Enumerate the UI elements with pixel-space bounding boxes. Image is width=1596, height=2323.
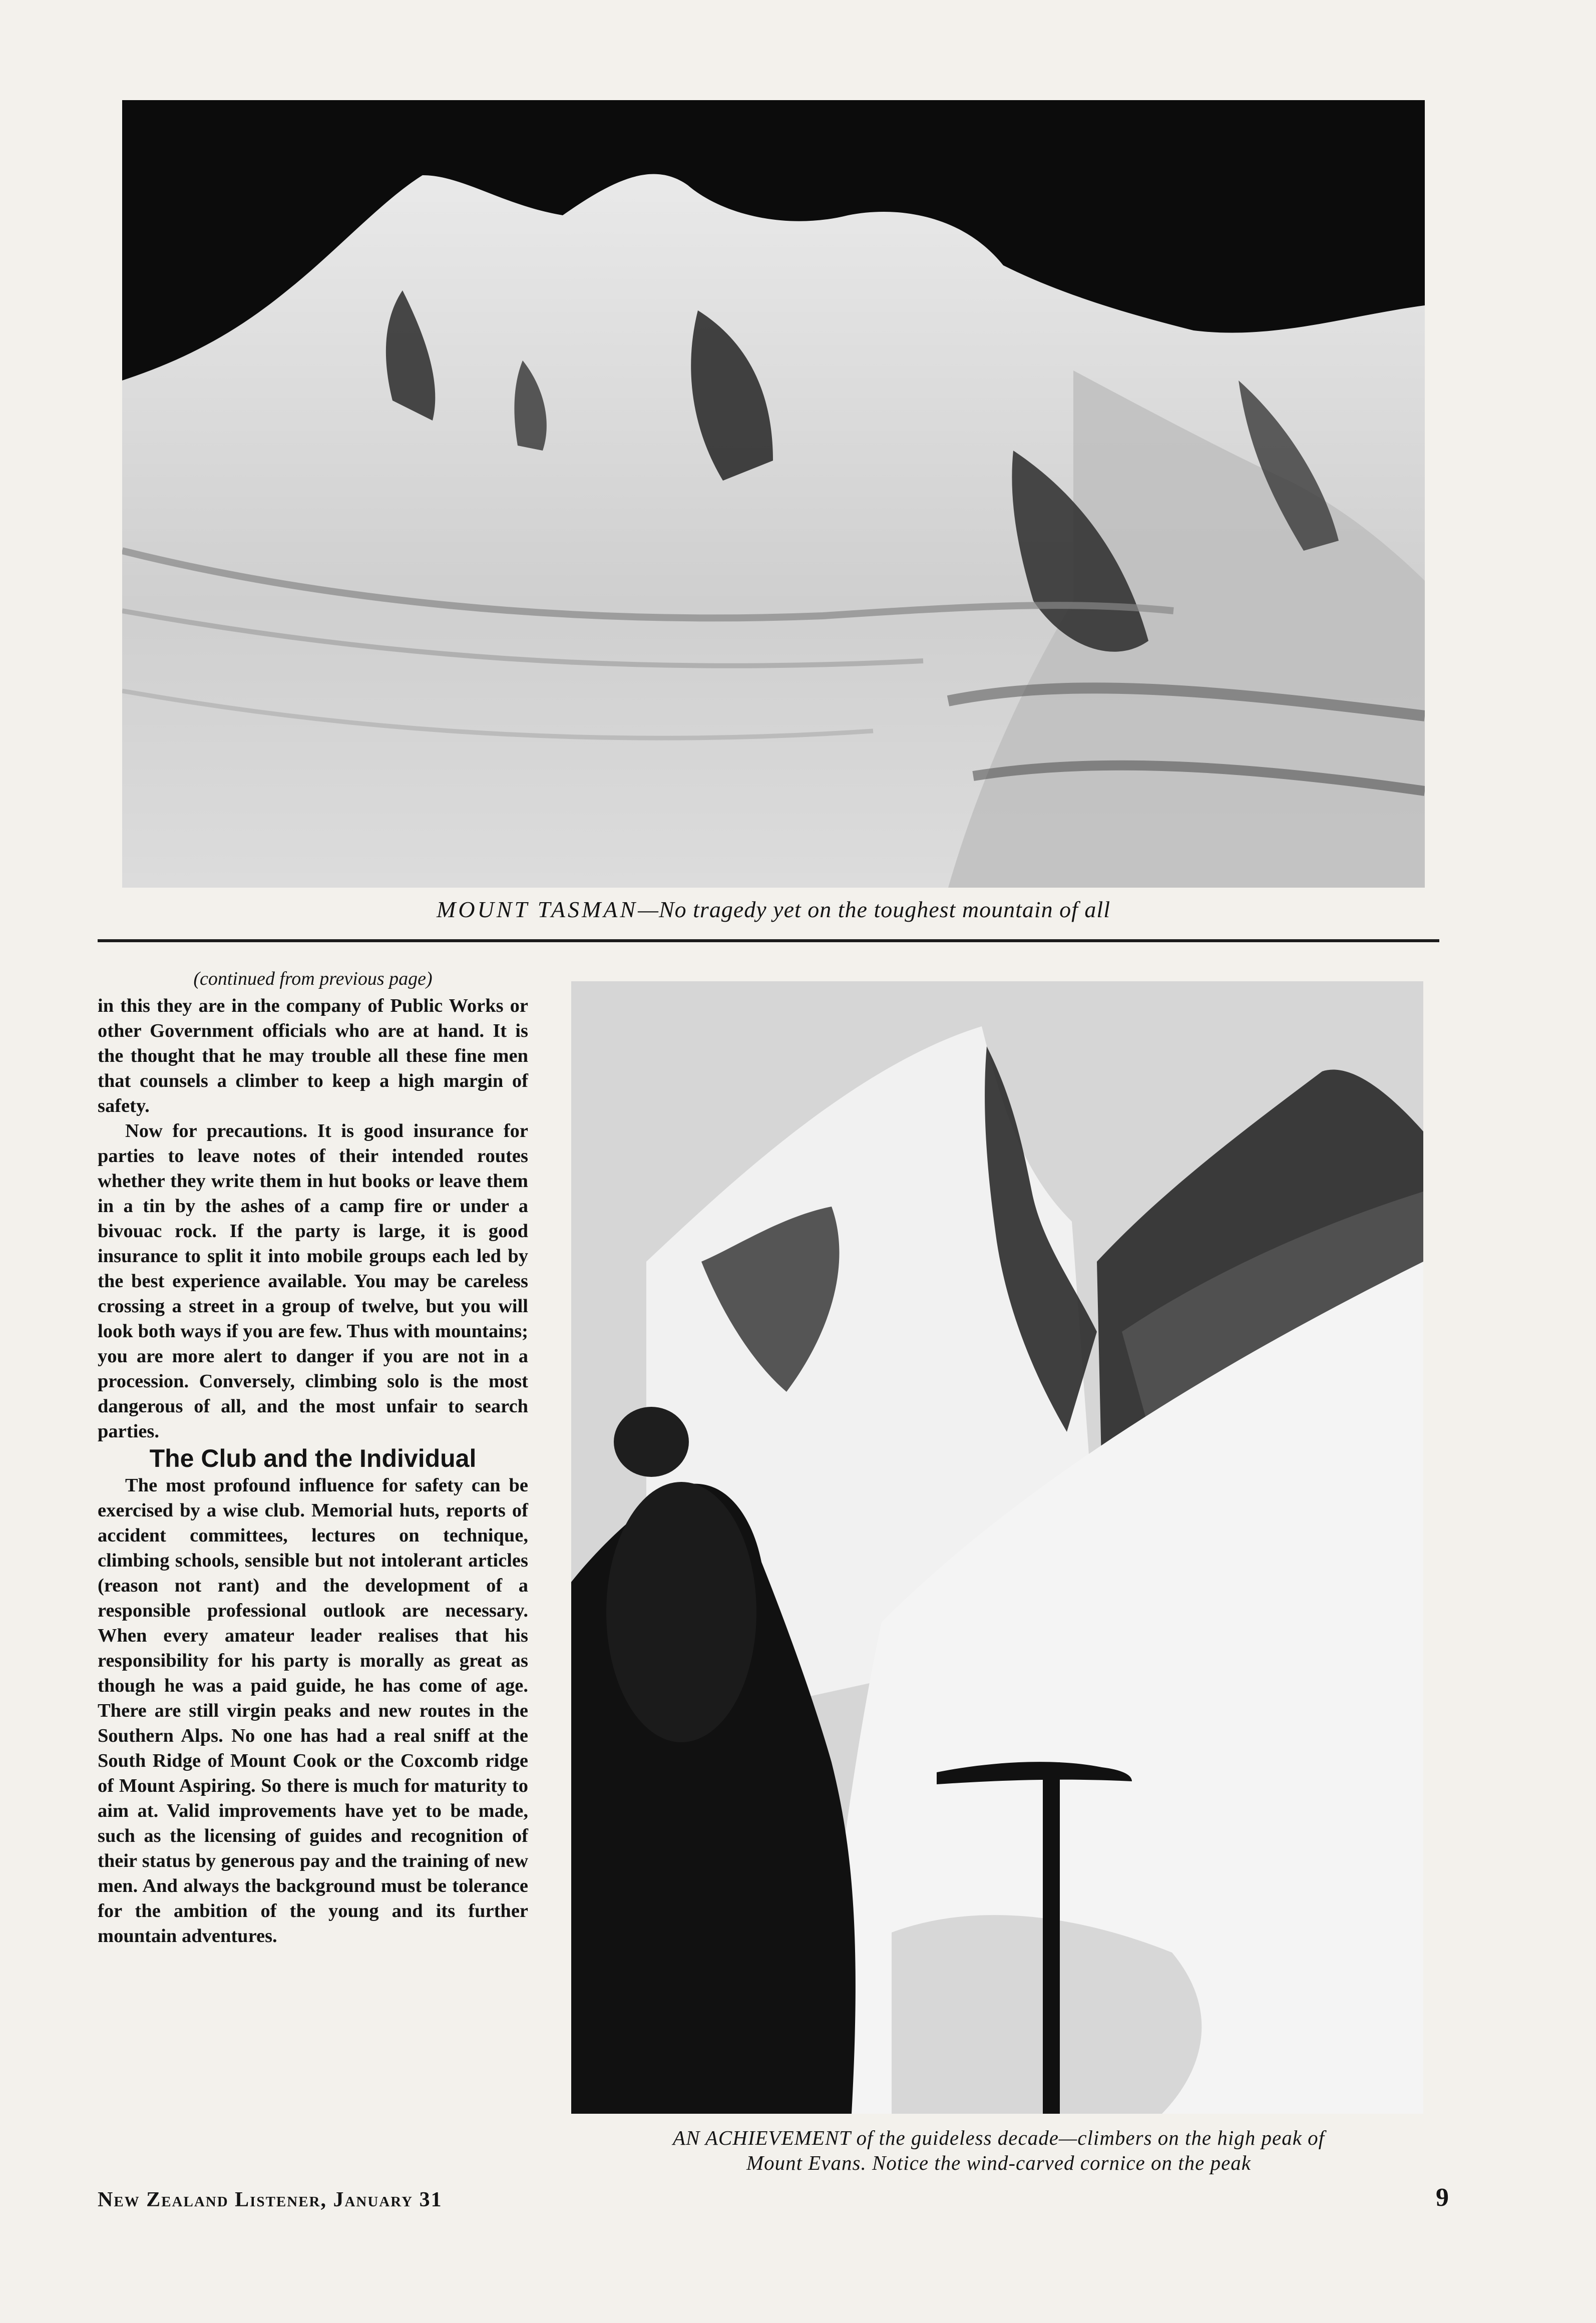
publication-footer: New Zealand Listener, January 31 xyxy=(98,2188,443,2211)
mount-evans-caption xyxy=(566,2125,1432,2175)
caption-line: Mount Evans. Notice the wind-carved cornice on the peak xyxy=(746,2151,1251,2174)
page-number: 9 xyxy=(1436,2183,1449,2212)
article-paragraph: in this they are in the company of Public Works or other Government officials who are at hand. It is the thought that he may trouble all these fine men that counsels a climber to keep a high margin of safety. xyxy=(98,995,528,1116)
horizontal-rule xyxy=(98,939,1439,942)
caption-rest: —No tragedy yet on the toughest mountain of all xyxy=(638,897,1110,922)
caption-lead: MOUNT TASMAN xyxy=(437,897,638,922)
mount-evans-photo xyxy=(571,981,1423,2114)
caption-line: AN ACHIEVEMENT of the guideless decade—climbers on the high peak of xyxy=(672,2126,1325,2149)
article-paragraph: Now for precautions. It is good insurance for parties to leave notes of their intended routes whether they write them in hut books or leave them in a tin by the ashes of a camp fire or under a bivouac rock. If the party is large, it is good insurance to split it into mobile groups each led by the best experience available. You may be careless crossing a street in a group of twelve, but you will look both ways if you are few. Thus with mountains; you are more alert to danger if you are not in a procession. Conversely, climbing solo is the most dangerous of all, and the most unfair to search parties. xyxy=(98,1120,528,1442)
mount-tasman-caption xyxy=(122,896,1425,923)
article-paragraph: The most profound influence for safety can be exercised by a wise club. Memorial huts, reports of accident committees, lectures on technique, climbing schools, sensible but not intolerant articles (reason not rant) and the development of a responsible professional outlook are necessary. When every amateur leader realises that his responsibility for his party is morally as great as though he was a paid guide, he has come of age. There are still virgin peaks and new routes in the Southern Alps. No one has had a real sniff at the South Ridge of Mount Cook or the Coxcomb ridge of Mount Aspiring. So there is much for maturity to aim at. Valid improvements have yet to be made, such as the licensing of guides and recognition of their status by generous pay and the training of new men. And always the background must be tolerance for the ambition of the young and its further mountain adventures. xyxy=(98,1475,528,1947)
continued-note: (continued from previous page) xyxy=(193,968,433,989)
section-heading: The Club and the Individual xyxy=(149,1444,477,1472)
mount-tasman-photo xyxy=(122,100,1425,888)
article-column xyxy=(98,966,528,1949)
